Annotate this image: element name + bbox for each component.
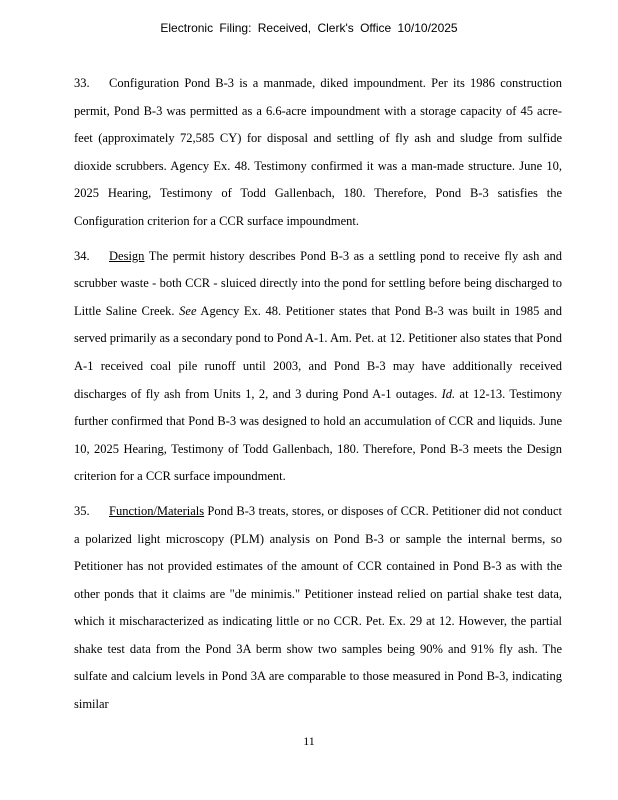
paragraph-text: Pond B-3 is a manmade, diked impoundment. Per its 1986 construction permit, Pond B-3 was permitted as a 6.6-acre impoundment with a storage capacity of 45 acre-feet (approximately 72,585 CY) for disposal and settling of fly ash and sludge from sulfide dioxide scrubbers. Agency Ex. 48. Testimony confirmed it was a man-made structure. June 10, 2025 Hearing, Testimony of Todd Gallenbach, 180. Therefore, Pond B-3 satisfies the Configuration criterion for a CCR surface impoundment.: [74, 76, 562, 228]
citation-signal-see: See: [179, 303, 197, 318]
paragraph-text: Agency Ex. 48. Petitioner states that Pond B-3 was built in 1985 and served primarily as a secondary pond to Pond A-1. Am. Pet. at 12. Petitioner also states that Pond A-1 received coal pile runoff until 2003, and Pond B-3 may have additionally received discharges of fly ash from Units 1, 2, and 3 during Pond A-1 outages.: [74, 303, 562, 401]
paragraph-number: 34.: [74, 248, 90, 263]
paragraph-lead: Function/Materials: [109, 503, 205, 518]
paragraph-35: [74, 498, 562, 719]
paragraph-number: 33.: [74, 76, 90, 90]
paragraph-number: 35.: [74, 503, 90, 518]
page-number: 11: [303, 734, 315, 748]
paragraph-text: The permit history describes Pond B-3 as a settling pond to receive fly ash and scrubber waste - both CCR - sluiced directly into the pond for settling before being discharged to Little Saline Creek.: [74, 248, 562, 318]
citation-id: Id.: [441, 386, 456, 401]
paragraph-text: at 12-13. Testimony further confirmed that Pond B-3 was designed to hold an accumulation of CCR and liquids. June 10, 2025 Hearing, Testimony of Todd Gallenbach, 180. Therefore, Pond B-3 meets the Design criterion for a CCR surface impoundment.: [74, 386, 562, 484]
paragraph-lead: Configuration: [109, 76, 180, 90]
paragraph-33: [74, 70, 562, 236]
paragraph-34: [74, 243, 562, 491]
document-body: [74, 70, 562, 726]
paragraph-lead: Design: [109, 248, 145, 263]
paragraph-text: Pond B-3 treats, stores, or disposes of CCR. Petitioner did not conduct a polarized light microscopy (PLM) analysis on Pond B-3 or sample the internal berms, so Petitioner has not provided estimates of the amount of CCR contained in Pond B-3 as with the other ponds that it claims are "de minimis." Petitioner instead relied on partial shake test data, which it mischaracterized as indicating little or no CCR. Pet. Ex. 29 at 12. However, the partial shake test data from the Pond 3A berm show two samples being 90% and 91% fly ash. The sulfate and calcium levels in Pond 3A are comparable to those measured in Pond B-3, indicating similar: [74, 503, 562, 712]
electronic-filing-header: Electronic Filing: Received, Clerk's Office 10/10/2025: [160, 21, 458, 35]
